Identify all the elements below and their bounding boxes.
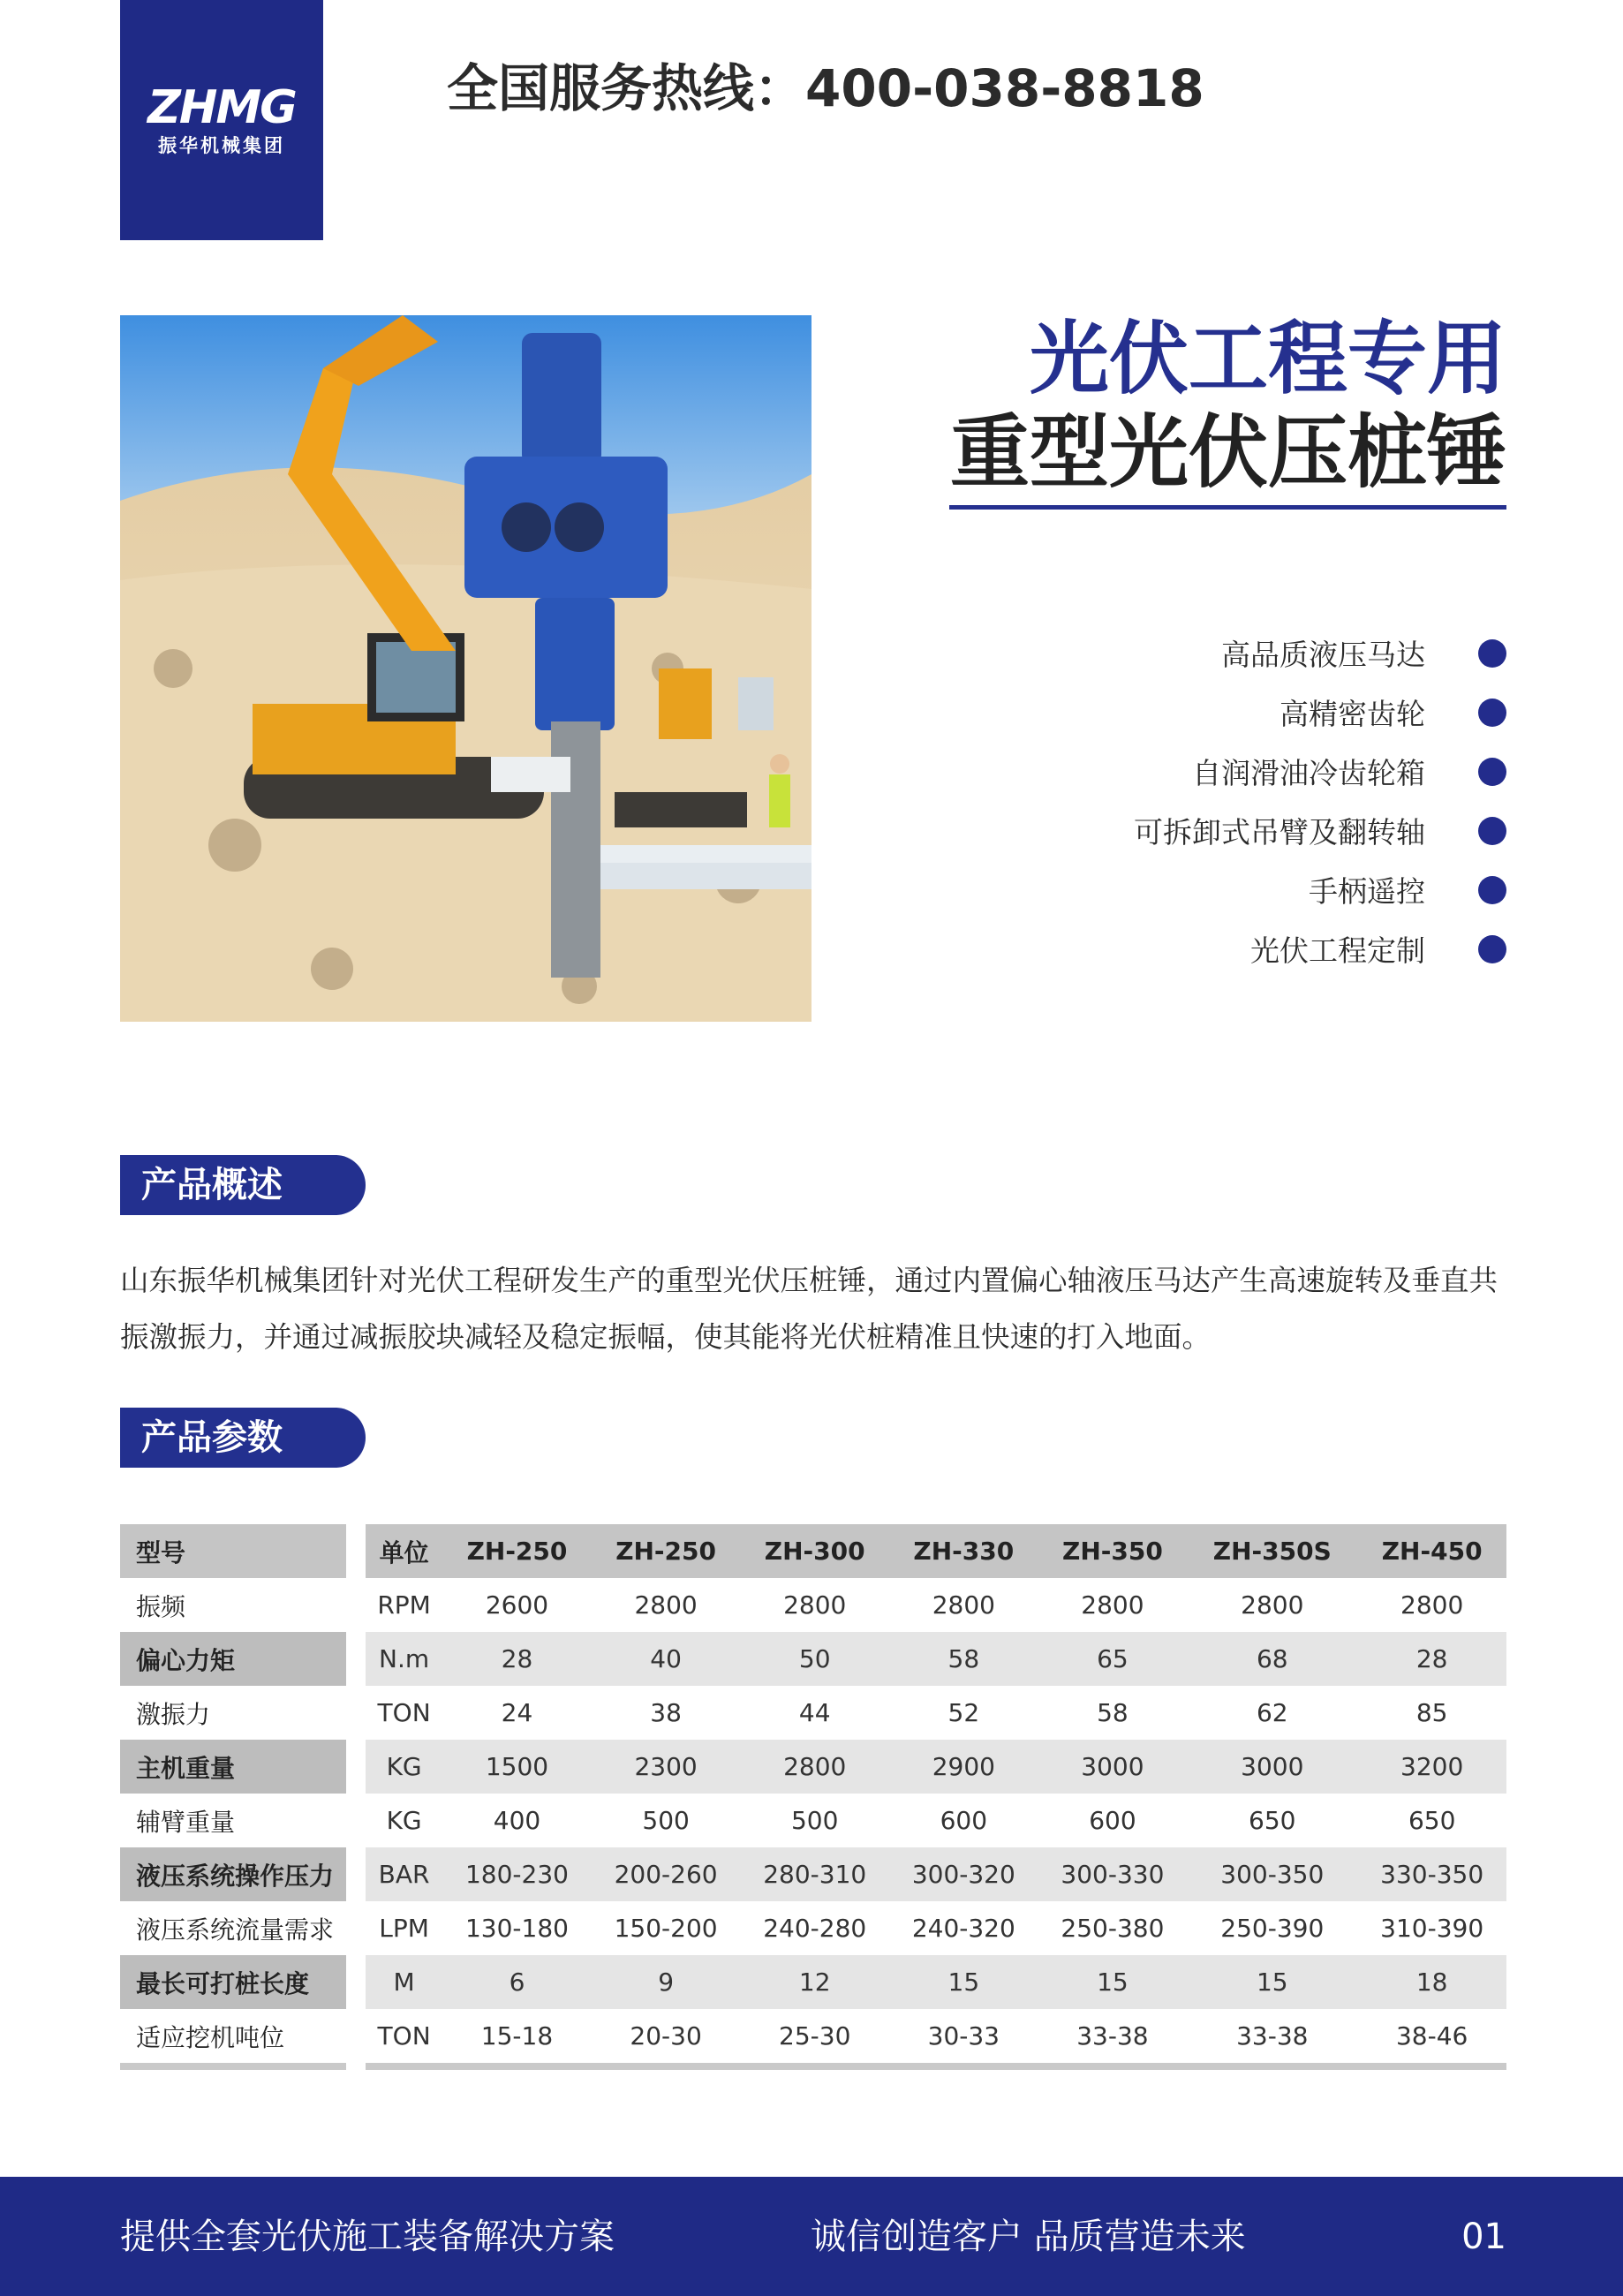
table-bottom-rule bbox=[120, 2063, 1506, 2070]
table-cell: 240-320 bbox=[889, 1901, 1038, 1955]
table-cell: 85 bbox=[1357, 1686, 1506, 1740]
table-cell: 68 bbox=[1187, 1632, 1357, 1686]
header-cell: ZH-300 bbox=[740, 1524, 889, 1578]
service-hotline: 全国服务热线：400-038-8818 bbox=[447, 58, 1204, 118]
table-cell: 52 bbox=[889, 1686, 1038, 1740]
table-cell: 300-330 bbox=[1038, 1847, 1188, 1901]
logo-mark: ZHMG bbox=[147, 81, 296, 134]
header-cell: ZH-250 bbox=[592, 1524, 741, 1578]
table-cell: 24 bbox=[442, 1686, 592, 1740]
title-line-2: 重型光伏压桩锤 bbox=[950, 406, 1506, 499]
table-cell: 2800 bbox=[740, 1740, 889, 1794]
table-cell: 40 bbox=[592, 1632, 741, 1686]
param-name: 液压系统流量需求 bbox=[120, 1901, 346, 1955]
table-cell: 58 bbox=[889, 1632, 1038, 1686]
footer-slogan-left: 提供全套光伏施工装备解决方案 bbox=[120, 2217, 615, 2257]
table-cell: 300-320 bbox=[889, 1847, 1038, 1901]
table-cell: 2800 bbox=[740, 1578, 889, 1632]
pile-hammer-illustration bbox=[120, 209, 812, 1022]
table-row bbox=[120, 1686, 1506, 1740]
table-cell: 2800 bbox=[592, 1578, 741, 1632]
param-name: 最长可打桩长度 bbox=[120, 1955, 346, 2009]
feature-item bbox=[1134, 742, 1506, 801]
table-cell: KG bbox=[366, 1740, 442, 1794]
table-cell: 33-38 bbox=[1187, 2009, 1357, 2063]
feature-label: 光伏工程定制 bbox=[1250, 933, 1425, 968]
table-cell: 28 bbox=[442, 1632, 592, 1686]
header-cell: ZH-350S bbox=[1187, 1524, 1357, 1578]
footer-slogan-middle: 诚信创造客户 品质营造未来 bbox=[811, 2217, 1246, 2257]
table-cell: 500 bbox=[740, 1794, 889, 1847]
table-row bbox=[120, 2009, 1506, 2063]
table-cell: 58 bbox=[1038, 1686, 1188, 1740]
feature-item bbox=[1134, 860, 1506, 919]
bullet-dot-icon bbox=[1478, 876, 1506, 904]
table-cell: 9 bbox=[592, 1955, 741, 2009]
table-row bbox=[120, 1901, 1506, 1955]
table-cell: 310-390 bbox=[1357, 1901, 1506, 1955]
table-cell: 30-33 bbox=[889, 2009, 1038, 2063]
feature-label: 高品质液压马达 bbox=[1221, 638, 1425, 672]
feature-label: 可拆卸式吊臂及翻转轴 bbox=[1134, 815, 1425, 850]
table-cell: 650 bbox=[1187, 1794, 1357, 1847]
table-cell: 62 bbox=[1187, 1686, 1357, 1740]
table-cell: 650 bbox=[1357, 1794, 1506, 1847]
param-name: 辅臂重量 bbox=[120, 1794, 346, 1847]
table-cell: 25-30 bbox=[740, 2009, 889, 2063]
table-row bbox=[120, 1578, 1506, 1632]
table-cell: 130-180 bbox=[442, 1901, 592, 1955]
bullet-dot-icon bbox=[1478, 699, 1506, 727]
table-cell: 330-350 bbox=[1357, 1847, 1506, 1901]
table-cell: 15 bbox=[889, 1955, 1038, 2009]
feature-list bbox=[1134, 623, 1506, 978]
table-cell: BAR bbox=[366, 1847, 442, 1901]
params-heading: 产品参数 bbox=[120, 1408, 366, 1468]
param-name: 振频 bbox=[120, 1578, 346, 1632]
table-cell: 240-280 bbox=[740, 1901, 889, 1955]
table-cell: 2800 bbox=[1357, 1578, 1506, 1632]
table-cell: 15 bbox=[1038, 1955, 1188, 2009]
feature-label: 高精密齿轮 bbox=[1280, 697, 1425, 731]
spec-table bbox=[120, 1524, 1506, 2070]
table-cell: 20-30 bbox=[592, 2009, 741, 2063]
feature-label: 手柄遥控 bbox=[1309, 874, 1425, 909]
header-cell: ZH-250 bbox=[442, 1524, 592, 1578]
table-cell: 50 bbox=[740, 1632, 889, 1686]
table-cell: 280-310 bbox=[740, 1847, 889, 1901]
table-cell: 15 bbox=[1187, 1955, 1357, 2009]
table-cell: 18 bbox=[1357, 1955, 1506, 2009]
overview-text: 山东振华机械集团针对光伏工程研发生产的重型光伏压桩锤，通过内置偏心轴液压马达产生高速旋转及垂直共振激振力，并通过减振胶块减轻及稳定振幅，使其能将光伏桩精准且快速的打入地面。 bbox=[120, 1264, 1498, 1354]
table-cell: 38-46 bbox=[1357, 2009, 1506, 2063]
table-cell: 2600 bbox=[442, 1578, 592, 1632]
title-underline bbox=[949, 505, 1506, 510]
table-cell: 400 bbox=[442, 1794, 592, 1847]
table-cell: 6 bbox=[442, 1955, 592, 2009]
table-cell: RPM bbox=[366, 1578, 442, 1632]
table-row bbox=[120, 1955, 1506, 2009]
table-cell: 44 bbox=[740, 1686, 889, 1740]
param-name: 适应挖机吨位 bbox=[120, 2009, 346, 2063]
table-cell: TON bbox=[366, 1686, 442, 1740]
header-cell: ZH-350 bbox=[1038, 1524, 1188, 1578]
table-cell: N.m bbox=[366, 1632, 442, 1686]
table-cell: 65 bbox=[1038, 1632, 1188, 1686]
table-cell: 180-230 bbox=[442, 1847, 592, 1901]
bullet-dot-icon bbox=[1478, 817, 1506, 845]
product-photo bbox=[120, 315, 812, 1022]
feature-item bbox=[1134, 623, 1506, 683]
header-cell-model: 型号 bbox=[120, 1524, 346, 1578]
table-cell: 150-200 bbox=[592, 1901, 741, 1955]
bullet-dot-icon bbox=[1478, 758, 1506, 786]
brand-logo bbox=[120, 0, 323, 240]
table-cell: 3200 bbox=[1357, 1740, 1506, 1794]
footer-bar bbox=[0, 2177, 1623, 2296]
table-cell: 15-18 bbox=[442, 2009, 592, 2063]
table-cell: M bbox=[366, 1955, 442, 2009]
feature-label: 自润滑油冷齿轮箱 bbox=[1192, 756, 1425, 790]
table-cell: LPM bbox=[366, 1901, 442, 1955]
feature-item bbox=[1134, 919, 1506, 978]
page-number: 01 bbox=[1461, 2217, 1506, 2257]
table-cell: 28 bbox=[1357, 1632, 1506, 1686]
table-header-row bbox=[120, 1524, 1506, 1578]
table-cell: 1500 bbox=[442, 1740, 592, 1794]
table-cell: 12 bbox=[740, 1955, 889, 2009]
header-cell: ZH-450 bbox=[1357, 1524, 1506, 1578]
table-row bbox=[120, 1794, 1506, 1847]
logo-subtitle: 振华机械集团 bbox=[158, 135, 285, 156]
param-name: 液压系统操作压力 bbox=[120, 1847, 346, 1901]
table-cell: 250-390 bbox=[1187, 1901, 1357, 1955]
table-cell: 600 bbox=[889, 1794, 1038, 1847]
table-cell: 500 bbox=[592, 1794, 741, 1847]
table-cell: TON bbox=[366, 2009, 442, 2063]
table-cell: 300-350 bbox=[1187, 1847, 1357, 1901]
table-cell: 2900 bbox=[889, 1740, 1038, 1794]
table-cell: 3000 bbox=[1038, 1740, 1188, 1794]
table-cell: 250-380 bbox=[1038, 1901, 1188, 1955]
title-line-1: 光伏工程专用 bbox=[1030, 313, 1506, 405]
param-name: 激振力 bbox=[120, 1686, 346, 1740]
param-name: 主机重量 bbox=[120, 1740, 346, 1794]
table-row bbox=[120, 1740, 1506, 1794]
table-row bbox=[120, 1632, 1506, 1686]
table-row bbox=[120, 1847, 1506, 1901]
table-cell: KG bbox=[366, 1794, 442, 1847]
table-cell: 2800 bbox=[1038, 1578, 1188, 1632]
table-cell: 200-260 bbox=[592, 1847, 741, 1901]
table-cell: 3000 bbox=[1187, 1740, 1357, 1794]
header-cell-unit: 单位 bbox=[366, 1524, 442, 1578]
table-cell: 2800 bbox=[889, 1578, 1038, 1632]
header-cell: ZH-330 bbox=[889, 1524, 1038, 1578]
table-cell: 600 bbox=[1038, 1794, 1188, 1847]
table-cell: 33-38 bbox=[1038, 2009, 1188, 2063]
overview-heading: 产品概述 bbox=[120, 1155, 366, 1215]
feature-item bbox=[1134, 801, 1506, 860]
bullet-dot-icon bbox=[1478, 935, 1506, 963]
table-cell: 38 bbox=[592, 1686, 741, 1740]
feature-item bbox=[1134, 683, 1506, 742]
table-cell: 2800 bbox=[1187, 1578, 1357, 1632]
bullet-dot-icon bbox=[1478, 639, 1506, 668]
table-cell: 2300 bbox=[592, 1740, 741, 1794]
param-name: 偏心力矩 bbox=[120, 1632, 346, 1686]
